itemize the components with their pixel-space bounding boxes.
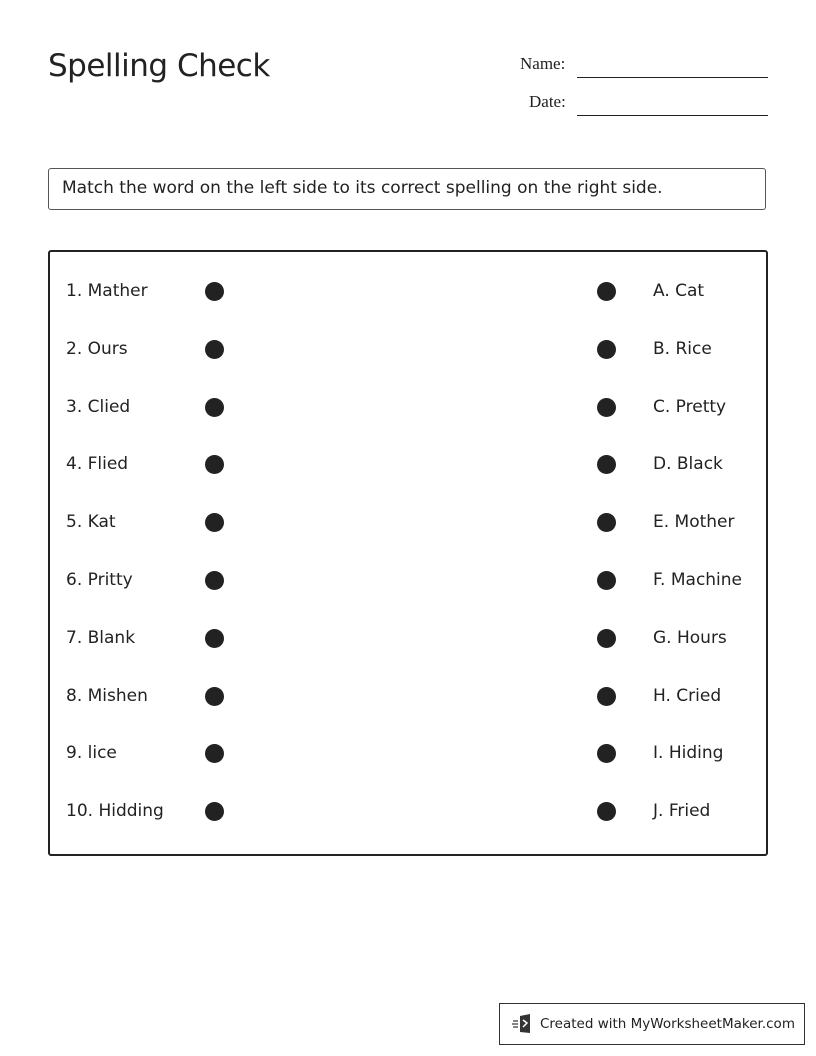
right-word: B. Rice xyxy=(653,338,712,359)
match-row xyxy=(50,797,766,827)
logo-icon xyxy=(512,1013,534,1035)
left-dot[interactable] xyxy=(205,629,224,648)
left-word: 7. Blank xyxy=(66,627,136,648)
left-dot[interactable] xyxy=(205,687,224,706)
right-word: C. Pretty xyxy=(653,396,727,417)
right-dot[interactable] xyxy=(597,455,616,474)
right-dot[interactable] xyxy=(597,340,616,359)
left-dot[interactable] xyxy=(205,513,224,532)
match-row xyxy=(50,450,766,480)
left-dot[interactable] xyxy=(205,802,224,821)
match-row xyxy=(50,277,766,307)
left-dot[interactable] xyxy=(205,571,224,590)
name-line[interactable] xyxy=(577,77,768,78)
page-title: Spelling Check xyxy=(48,48,270,84)
left-word: 4. Flied xyxy=(66,454,129,475)
right-word: D. Black xyxy=(653,454,723,475)
right-dot[interactable] xyxy=(597,629,616,648)
left-dot[interactable] xyxy=(205,455,224,474)
match-row xyxy=(50,508,766,538)
right-dot[interactable] xyxy=(597,744,616,763)
match-row xyxy=(50,624,766,654)
name-label: Name: xyxy=(520,54,566,73)
right-dot[interactable] xyxy=(597,282,616,301)
right-dot[interactable] xyxy=(597,398,616,417)
right-word: H. Cried xyxy=(653,685,722,706)
right-word: J. Fried xyxy=(653,801,711,822)
date-label: Date: xyxy=(529,92,566,111)
right-dot[interactable] xyxy=(597,687,616,706)
right-dot[interactable] xyxy=(597,513,616,532)
left-dot[interactable] xyxy=(205,744,224,763)
footer-text: Created with MyWorksheetMaker.com xyxy=(540,1016,795,1032)
instructions: Match the word on the left side to its correct spelling on the right side. xyxy=(48,168,766,210)
footer-credit[interactable] xyxy=(499,1003,805,1045)
match-row xyxy=(50,682,766,712)
right-dot[interactable] xyxy=(597,802,616,821)
right-word: E. Mother xyxy=(653,512,735,533)
left-word: 5. Kat xyxy=(66,512,116,533)
left-word: 10. Hidding xyxy=(66,801,164,822)
left-dot[interactable] xyxy=(205,398,224,417)
date-line[interactable] xyxy=(577,115,768,116)
left-word: 9. lice xyxy=(66,743,117,764)
left-word: 2. Ours xyxy=(66,338,128,359)
right-word: A. Cat xyxy=(653,281,705,301)
match-row xyxy=(50,739,766,769)
left-word: 6. Pritty xyxy=(66,570,133,590)
right-word: G. Hours xyxy=(653,627,727,648)
left-dot[interactable] xyxy=(205,282,224,301)
left-word: 8. Mishen xyxy=(66,685,148,706)
right-word: I. Hiding xyxy=(653,743,724,764)
right-word: F. Machine xyxy=(653,570,743,590)
right-dot[interactable] xyxy=(597,571,616,590)
match-row xyxy=(50,566,766,596)
match-row xyxy=(50,393,766,423)
match-row xyxy=(50,335,766,365)
left-word: 1. Mather xyxy=(66,281,148,301)
left-dot[interactable] xyxy=(205,340,224,359)
matching-box xyxy=(48,250,768,856)
left-word: 3. Clied xyxy=(66,396,131,417)
